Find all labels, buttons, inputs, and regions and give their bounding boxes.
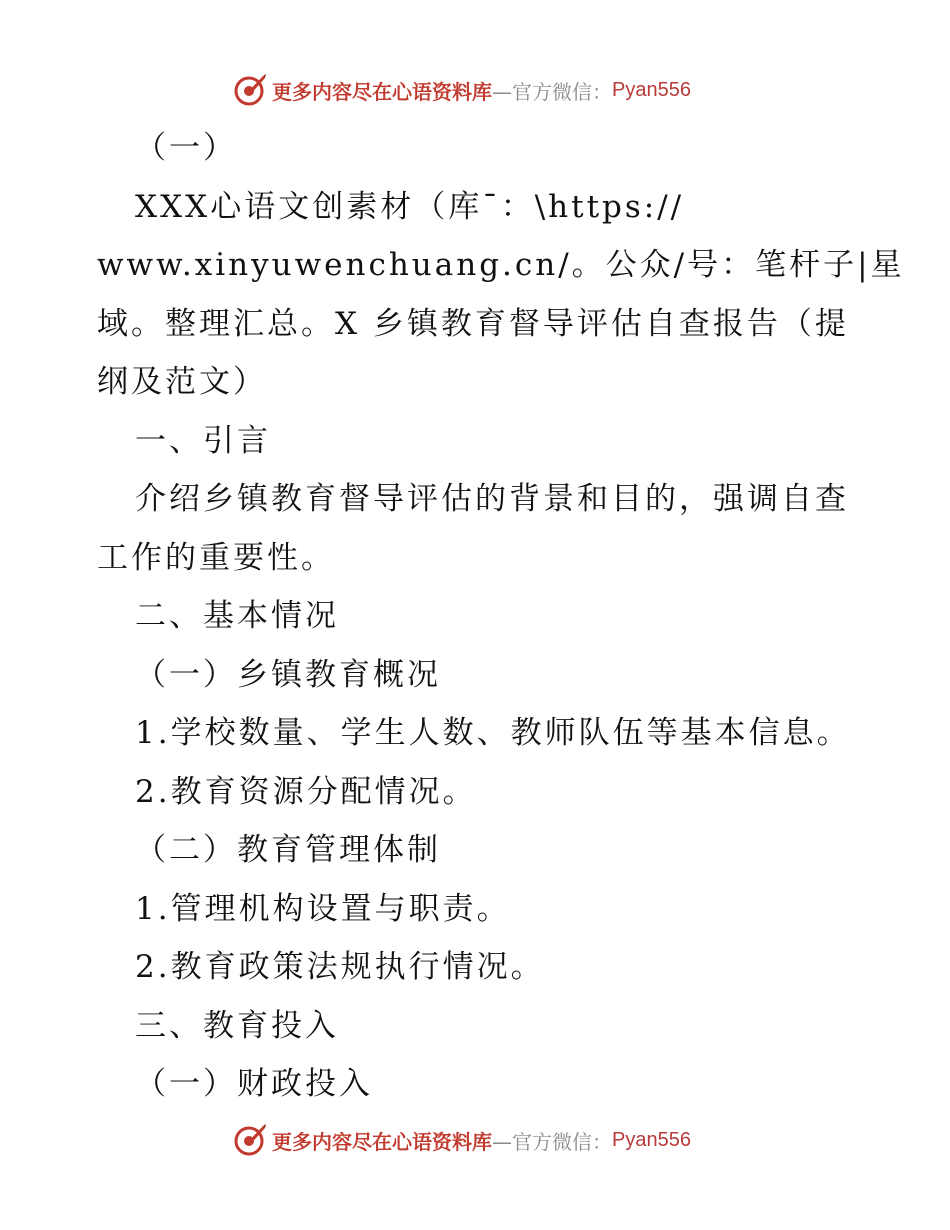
- paragraph-line: XXX心语文创素材（库¯：\https://: [135, 188, 685, 225]
- document-body: [97, 119, 905, 1114]
- list-item: 1.管理机构设置与职责。: [135, 890, 511, 927]
- list-item: 2.教育资源分配情况。: [135, 773, 477, 810]
- subheading-financial-investment: （一）财政投入: [135, 1066, 373, 1102]
- heading-basic-situation: 二、基本情况: [135, 598, 339, 634]
- paragraph-line: 纲及范文）: [97, 364, 267, 400]
- header-banner: [232, 70, 691, 110]
- banner-official-label: —官方微信：: [492, 79, 612, 104]
- paragraph-line: 介绍乡镇教育督导评估的背景和目的，强调自查: [135, 481, 849, 517]
- paragraph-line: www.xinyuwenchuang.cn/。公众/号：笔杆子|星: [97, 247, 905, 283]
- heading-introduction: 一、引言: [135, 422, 271, 459]
- footer-banner: [232, 1120, 691, 1160]
- quill-logo-icon: [232, 1122, 268, 1158]
- banner-brand-text: 更多内容尽在心语资料库: [272, 1129, 492, 1154]
- section-label: （一）: [135, 130, 237, 166]
- banner-wechat-id: Pyan556: [612, 1128, 691, 1151]
- banner-wechat-id: Pyan556: [612, 78, 691, 101]
- heading-education-investment: 三、教育投入: [135, 1007, 339, 1044]
- subheading-management-system: （二）教育管理体制: [135, 832, 441, 868]
- banner-brand-text: 更多内容尽在心语资料库: [272, 79, 492, 104]
- paragraph-line: 工作的重要性。: [97, 539, 335, 576]
- banner-official-label: —官方微信：: [492, 1129, 612, 1154]
- paragraph-line: 域。整理汇总。X 乡镇教育督导评估自查报告（提: [97, 305, 849, 342]
- subheading-overview: （一）乡镇教育概况: [135, 656, 441, 693]
- list-item: 1.学校数量、学生人数、教师队伍等基本信息。: [135, 715, 851, 751]
- quill-logo-icon: [232, 72, 268, 108]
- list-item: 2.教育政策法规执行情况。: [135, 949, 545, 985]
